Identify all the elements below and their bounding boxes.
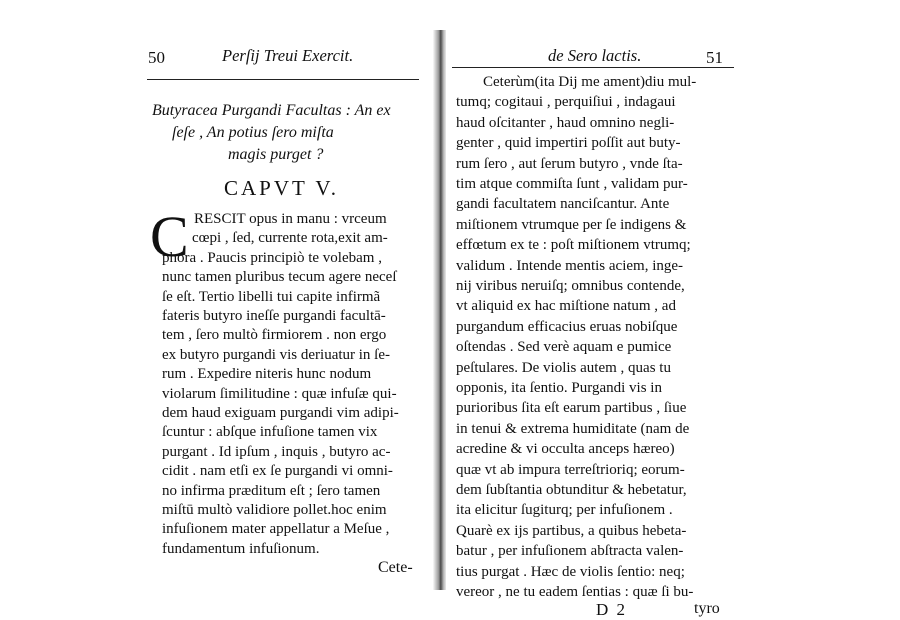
right-body-line: vt aliquid ex hac miſtione natum , ad (456, 298, 676, 315)
left-body-line: nunc tamen pluribus tecum agere neceſ (162, 269, 397, 286)
right-body-line: Quarè ex ijs partibus, a quibus hebeta- (456, 522, 687, 539)
left-body-line: rum . Expedire niteris hunc nodum (162, 366, 372, 383)
left-body-line: no infirma præditum eſt ; ſero tamen (162, 482, 381, 499)
left-body-line: RESCIT opus in manu : vrceum (194, 211, 387, 227)
right-body-line: ita elicitur ſugiturq; per infuſionem . (456, 502, 673, 519)
left-body-line: fundamentum infuſionum. (162, 540, 320, 557)
right-body-line: vereor , ne tu eadem ſentias : quæ ſi bu- (456, 584, 694, 600)
drop-cap: C (150, 204, 189, 269)
right-body-line: in tenui & extrema humiditate (nam de (456, 420, 690, 437)
left-body-line: cœpi , ſed, currente rota,exit am- (192, 230, 388, 247)
left-body-line: ex butyro purgandi vis deriuatur in ſe- (162, 346, 391, 363)
left-page-number: 50 (148, 48, 165, 67)
right-body-line: purioribus ſita eſt earum partibus , ſiue (456, 400, 687, 417)
right-body-line: rum ſero , aut ſerum butyro , vnde ſta- (456, 155, 683, 172)
right-body-line: genter , quid impertiri poſſit aut buty- (456, 135, 681, 152)
right-body-line: nij viribus neruiſq; omnibus contende, (456, 278, 685, 294)
section-title-line: ſeſe , An potius ſero miſta (172, 124, 334, 141)
right-body-line: effœtum ex te : poſt miſtionem vtrumq; (456, 237, 691, 254)
right-page (446, 0, 900, 619)
left-page (0, 0, 440, 590)
right-running-head: de Sero lactis. (548, 46, 642, 65)
right-body-line: oſtendas . Sed verè aquam e pumice (456, 339, 672, 356)
left-body-line: purgant . Id ipſum , inquis , butyro ac- (162, 443, 391, 460)
left-body-line: dem haud exiguam purgandi vim adipi- (162, 405, 399, 421)
left-body-line: ſe eſt. Tertio libelli tui capite infirmã (162, 288, 381, 305)
book-gutter (433, 30, 447, 590)
right-body-line: tius purgat . Hæc de violis ſentio: neq; (456, 563, 685, 580)
left-body-line: violarum ſimilitudine : quæ infuſæ qui- (162, 385, 397, 402)
right-body-line: gandi facultatem nanciſcantur. Ante (456, 196, 670, 213)
left-body-line: tem , ſero multò firmiorem . non ergo (162, 327, 387, 344)
right-catchword: tyro (694, 600, 720, 617)
left-body-line: miſtū multò validiore pollet.hoc enim (162, 502, 387, 518)
chapter-heading: CAPVT V. (224, 176, 340, 200)
right-body-line: peſtulares. De violis autem , quas tu (456, 359, 671, 376)
section-title-line: Butyracea Purgandi Facultas : An ex (152, 102, 391, 119)
left-header-rule (147, 79, 419, 80)
right-body-line: purgandum efficacius eruas nobiſque (456, 318, 678, 335)
right-body-line: miſtionem vtrumque per ſe indigens & (456, 216, 687, 233)
left-body-line: phora . Paucis principiò te volebam , (162, 249, 382, 266)
left-body-line: infuſionem mater appellatur a Meſue , (162, 521, 390, 538)
left-running-head: Perſij Treui Exercit. (222, 46, 354, 65)
right-body-line: validum . Intende mentis aciem, inge- (456, 257, 684, 274)
left-body-line: cidit . nam etſi ex ſe purgandi vi omni- (162, 463, 393, 480)
right-body-line: acredine & vi occulta anceps hæreo) (456, 441, 675, 458)
right-page-number: 51 (706, 48, 723, 67)
left-catchword: Cete- (378, 559, 413, 577)
section-title-line: magis purget ? (228, 146, 324, 163)
right-body-line: Ceterùm(ita Dij me ament)diu mul- (483, 74, 697, 90)
right-body-line: opponis, ita ſentio. Purgandi vis in (456, 380, 662, 396)
right-body-line: tim atque commiſta ſunt , validam pur- (456, 176, 688, 192)
right-body-line: quæ vt ab impura terreſtrioriq; eorum- (456, 461, 685, 478)
right-body-line: batur , per infuſionem abſtracta valen- (456, 543, 684, 560)
right-body-line: tumq; cogitaui , perquiſiui , indagaui (456, 94, 676, 111)
right-header-rule (452, 67, 734, 68)
right-body-line: dem ſubſtantia obtunditur & hebetatur, (456, 482, 687, 498)
right-body-line: haud oſcitanter , haud omnino negli- (456, 114, 675, 131)
signature-mark: D 2 (596, 600, 628, 619)
left-body-line: fateris butyro ineſſe purgandi facultā- (162, 308, 386, 324)
left-body-line: ſcuntur : abſque infuſione tamen vix (162, 424, 378, 441)
